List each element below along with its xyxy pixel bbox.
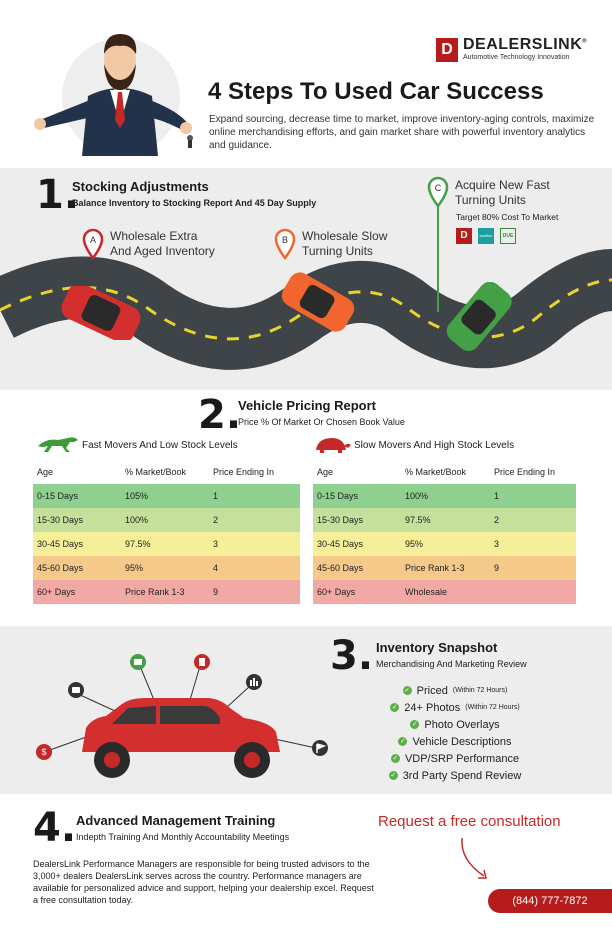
col-price-ending: Price Ending In xyxy=(494,467,556,477)
col-market: % Market/Book xyxy=(405,467,467,477)
list-item: ✓ 3rd Party Spend Review xyxy=(390,769,522,782)
table-row: 45-60 Days Price Rank 1-3 9 xyxy=(313,556,576,580)
list-item: ✓ Photo Overlays xyxy=(411,718,500,731)
table-header xyxy=(313,460,576,484)
fast-movers-label: Fast Movers And Low Stock Levels xyxy=(82,440,238,451)
step1-number: 1. xyxy=(36,172,80,218)
phone-button[interactable]: (844) 777-7872 xyxy=(488,889,612,913)
intro-text: Expand sourcing, decrease time to market, improve inventory-aging controls, maximize online merchandising efforts, and gain market share with powerful inventory analytics and guidance. xyxy=(209,114,595,151)
table-row: 45-60 Days 95% 4 xyxy=(33,556,300,580)
list-item: ✓ Vehicle Descriptions xyxy=(400,735,512,748)
table-row: 60+ Days Price Rank 1-3 9 xyxy=(33,580,300,604)
check-icon: ✓ xyxy=(404,687,411,694)
pin-c-note: Target 80% Cost To Market xyxy=(456,212,559,222)
step2-subtitle: Price % Of Market Or Chosen Book Value xyxy=(238,417,405,427)
chat-icon xyxy=(134,659,142,665)
check-icon: ✓ xyxy=(392,755,399,762)
check-icon: ✓ xyxy=(400,738,406,745)
businessman-illustration xyxy=(30,24,200,156)
pin-c-icon xyxy=(426,176,450,316)
pin-a-letter: A xyxy=(89,235,97,245)
step4-body: DealersLink Performance Managers are responsible for being trusted advisors to the 3,000+ dealers DealersLink serves across the country. Performance managers are available for personalized advice and support, helping your dealership excel. Request a free consultation today. xyxy=(33,859,374,905)
step3-number: 3. xyxy=(330,633,374,679)
list-item: ✓ VDP/SRP Performance xyxy=(392,752,520,765)
col-age: Age xyxy=(317,467,334,477)
camera-icon xyxy=(72,687,80,693)
step3-subtitle: Merchandising And Marketing Review xyxy=(376,659,527,669)
dealerslink-badge: D xyxy=(456,228,472,244)
pin-c-letter: C xyxy=(434,183,442,193)
check-icon: ✓ xyxy=(411,721,418,728)
auction-badge: auction xyxy=(478,228,494,244)
arrow-down-icon xyxy=(456,836,492,886)
list-item: ✓ Priced (Within 72 Hours) xyxy=(404,684,508,697)
check-icon: ✓ xyxy=(391,704,398,711)
pin-c-label: Acquire New Fast Turning Units xyxy=(455,178,550,207)
logo-tagline: Automotive Technology Innovation xyxy=(463,54,570,61)
step1-title: Stocking Adjustments xyxy=(72,179,209,194)
table-header xyxy=(33,460,300,484)
pin-b-label: Wholesale Slow Turning Units xyxy=(302,229,388,258)
document-icon xyxy=(199,658,205,666)
cheetah-icon xyxy=(36,432,80,454)
step4-subtitle: Indepth Training And Monthly Accountability Meetings xyxy=(76,832,290,842)
table-row: 60+ Days Wholesale xyxy=(313,580,576,604)
partner-badges xyxy=(456,228,516,244)
col-price-ending: Price Ending In xyxy=(213,467,275,477)
slow-movers-label: Slow Movers And High Stock Levels xyxy=(354,440,515,451)
table-row: 15-30 Days 97.5% 2 xyxy=(313,508,576,532)
pin-a-label: Wholesale Extra And Aged Inventory xyxy=(110,229,215,258)
logo-mark: D xyxy=(436,38,458,62)
table-row: 30-45 Days 95% 3 xyxy=(313,532,576,556)
snapshot-checklist xyxy=(360,682,550,784)
list-item: ✓ 24+ Photos (Within 72 Hours) xyxy=(391,701,520,714)
pin-a-icon xyxy=(82,228,104,282)
due-badge: DUE xyxy=(500,228,516,244)
table-row: 15-30 Days 100% 2 xyxy=(33,508,300,532)
step4-number: 4. xyxy=(33,805,77,851)
col-age: Age xyxy=(37,467,54,477)
col-market: % Market/Book xyxy=(125,467,187,477)
green-car-c xyxy=(440,282,520,352)
pin-b-icon xyxy=(274,228,296,282)
turtle-icon xyxy=(312,432,352,454)
step1-subtitle: Balance Inventory to Stocking Report And 45 Day Supply xyxy=(72,198,317,208)
step4-title: Advanced Management Training xyxy=(76,813,276,828)
fast-movers-table xyxy=(33,460,300,604)
pin-b-letter: B xyxy=(281,235,289,245)
page-title: 4 Steps To Used Car Success xyxy=(208,78,544,105)
table-row: 0-15 Days 105% 1 xyxy=(33,484,300,508)
car-hub-illustration xyxy=(30,652,340,788)
free-consultation-link[interactable]: Request a free consultation xyxy=(378,813,561,830)
step3-title: Inventory Snapshot xyxy=(376,640,498,655)
table-row: 30-45 Days 97.5% 3 xyxy=(33,532,300,556)
check-icon: ✓ xyxy=(390,772,397,779)
table-row: 0-15 Days 100% 1 xyxy=(313,484,576,508)
step2-title: Vehicle Pricing Report xyxy=(238,398,376,413)
red-car-a xyxy=(56,286,146,340)
logo-name: DEALERSLINK® xyxy=(463,36,588,53)
dollar-icon: $ xyxy=(41,747,47,757)
step2-number: 2. xyxy=(198,392,242,438)
slow-movers-table xyxy=(313,460,576,604)
